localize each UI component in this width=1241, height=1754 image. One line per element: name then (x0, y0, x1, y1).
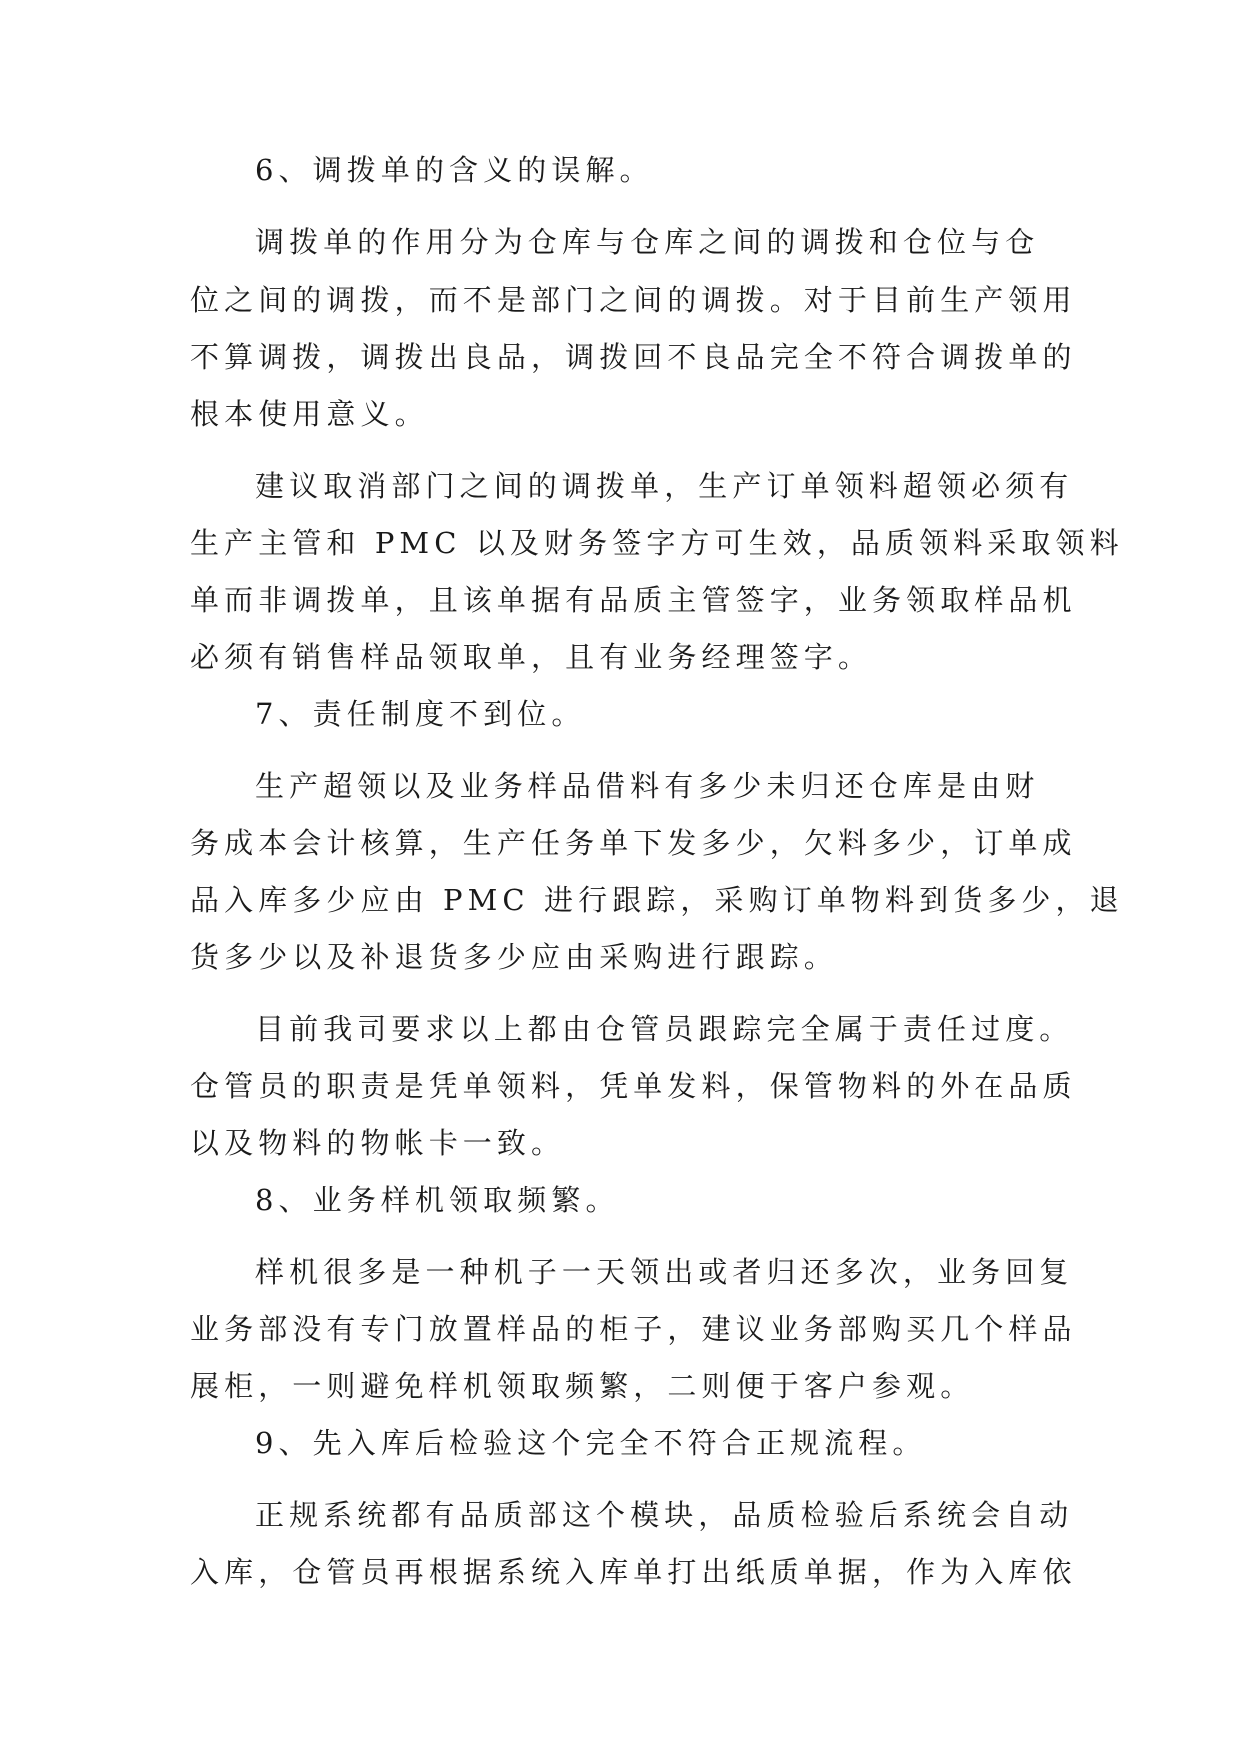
section-heading: 6、调拨单的含义的误解。 (255, 153, 654, 187)
paragraph-line: 展柜，一则避免样机领取频繁，二则便于客户参观。 (190, 1369, 975, 1403)
paragraph-line: 目前我司要求以上都由仓管员跟踪完全属于责任过度。 (255, 1012, 1074, 1046)
paragraph-line: 生产超领以及业务样品借料有多少未归还仓库是由财 (255, 769, 1040, 803)
paragraph-line: 生产主管和 PMC 以及财务签字方可生效，品质领料采取领料 (190, 526, 1124, 560)
paragraph-line: 单而非调拨单，且该单据有品质主管签字，业务领取样品机 (190, 583, 1077, 617)
paragraph-line: 入库，仓管员再根据系统入库单打出纸质单据，作为入库依 (190, 1555, 1077, 1589)
paragraph-line: 位之间的调拨，而不是部门之间的调拨。对于目前生产领用 (190, 283, 1077, 317)
paragraph-line: 建议取消部门之间的调拨单，生产订单领料超领必须有 (255, 469, 1074, 503)
paragraph-line: 样机很多是一种机子一天领出或者归还多次，业务回复 (255, 1255, 1074, 1289)
paragraph-line: 货多少以及补退货多少应由采购进行跟踪。 (190, 940, 838, 974)
paragraph-line: 仓管员的职责是凭单领料，凭单发料，保管物料的外在品质 (190, 1069, 1077, 1103)
paragraph-line: 正规系统都有品质部这个模块，品质检验后系统会自动 (255, 1498, 1074, 1532)
paragraph-line: 以及物料的物帐卡一致。 (190, 1126, 566, 1160)
paragraph-line: 调拨单的作用分为仓库与仓库之间的调拨和仓位与仓 (255, 225, 1040, 259)
paragraph-line: 不算调拨，调拨出良品，调拨回不良品完全不符合调拨单的 (190, 340, 1077, 374)
paragraph-line: 务成本会计核算，生产任务单下发多少，欠料多少，订单成 (190, 826, 1077, 860)
section-heading: 8、业务样机领取频繁。 (255, 1183, 620, 1217)
section-heading: 9、先入库后检验这个完全不符合正规流程。 (255, 1426, 927, 1460)
paragraph-line: 必须有销售样品领取单，且有业务经理签字。 (190, 640, 873, 674)
paragraph-line: 业务部没有专门放置样品的柜子，建议业务部购买几个样品 (190, 1312, 1077, 1346)
paragraph-line: 根本使用意义。 (190, 397, 429, 431)
paragraph-line: 品入库多少应由 PMC 进行跟踪，采购订单物料到货多少，退 (190, 883, 1124, 917)
section-heading: 7、责任制度不到位。 (255, 697, 586, 731)
